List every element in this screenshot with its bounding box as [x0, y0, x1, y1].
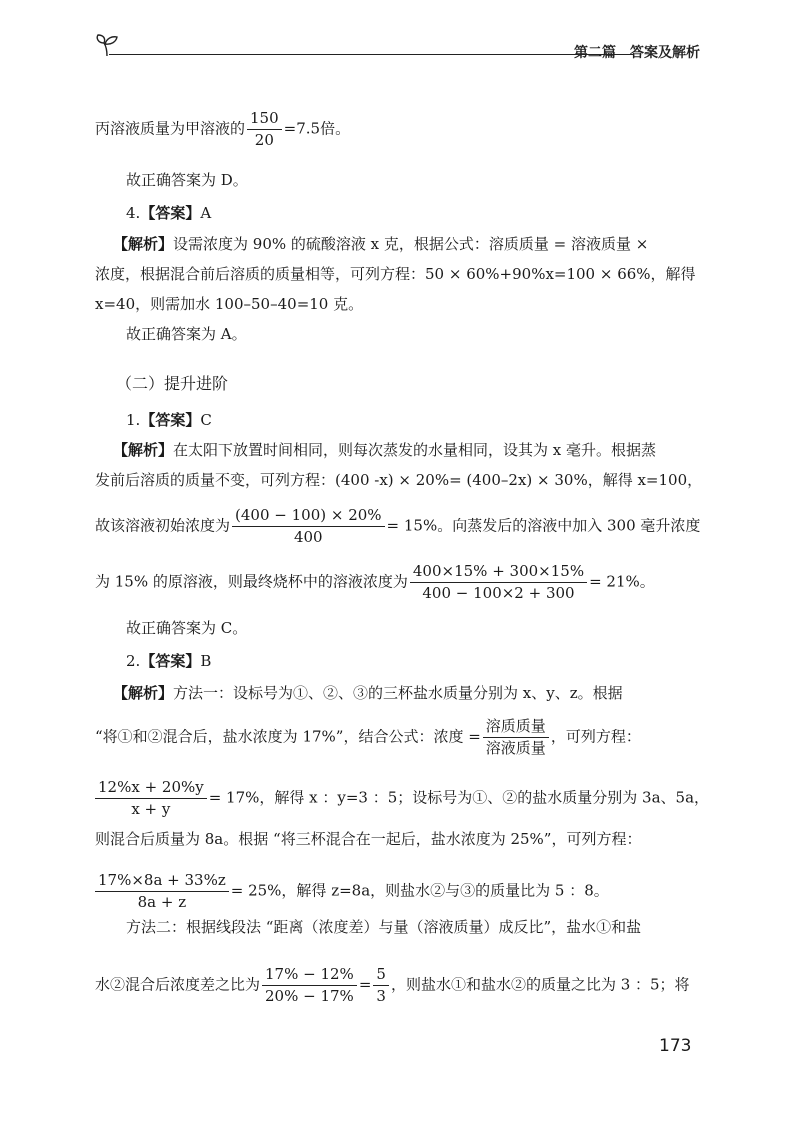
text-line — [95, 779, 709, 818]
text-line — [95, 872, 609, 911]
fraction — [95, 779, 207, 818]
page-number: 173 — [659, 1036, 692, 1056]
fraction — [247, 110, 282, 149]
question-number: 4. — [126, 204, 141, 222]
fraction — [410, 563, 587, 602]
denominator: 8a + z — [137, 893, 187, 911]
text: 方法一：设标号为①、②、③的三杯盐水质量分别为 x、y、z。根据 — [173, 684, 623, 702]
text-line — [95, 563, 655, 602]
text: 发前后溶质的质量不变，可列方程：(400 -x) × 20%= (400–2x) × 30%，解得 x=100， — [95, 471, 703, 489]
denominator: x + y — [131, 800, 171, 818]
text: =7.5倍。 — [283, 119, 351, 138]
header-rule — [109, 54, 634, 55]
text: “将①和②混合后，盐水浓度为 17%”，结合公式：浓度 = — [95, 727, 481, 746]
text: 水②混合后浓度差之比为 — [95, 975, 261, 994]
analysis-label: 【解析】 — [113, 441, 174, 459]
equals-sign: = — [358, 975, 372, 994]
text: = 17%，解得 x ：y=3 ：5；设标号为①、②的盐水质量分别为 3a、5a， — [208, 788, 710, 807]
text-line — [95, 470, 702, 490]
denominator: 3 — [376, 987, 386, 1005]
fraction — [262, 966, 357, 1005]
answer-line — [126, 203, 211, 223]
running-header — [95, 30, 700, 64]
text: 浓度，根据混合前后溶质的质量相等，可列方程：50 × 60%+90%x=100 × 66%，解得 — [95, 265, 696, 283]
answer-value: B — [200, 652, 212, 670]
text: 在太阳下放置时间相同，则每次蒸发的水量相同，设其为 x 毫升。根据蒸 — [173, 441, 657, 459]
question-number: 2. — [126, 652, 141, 670]
denominator: 溶液质量 — [485, 739, 546, 757]
answer-label: 【答案】 — [140, 204, 201, 222]
text: = 15%。向蒸发后的溶液中加入 300 毫升浓度 — [386, 516, 701, 535]
denominator: 400 − 100×2 + 300 — [422, 584, 575, 602]
numerator: 12%x + 20%y — [95, 779, 207, 799]
numerator: 400×15% + 300×15% — [410, 563, 587, 583]
text-line — [126, 170, 248, 190]
numerator: 5 — [373, 966, 389, 986]
fraction — [483, 718, 549, 757]
header-title: 第二篇 答案及解析 — [574, 45, 700, 61]
analysis-label: 【解析】 — [113, 235, 174, 253]
text: 故正确答案为 C。 — [126, 619, 248, 637]
answer-label: 【答案】 — [140, 652, 201, 670]
text-line — [95, 294, 363, 314]
numerator: (400 − 100) × 20% — [232, 507, 385, 527]
numerator: 17%×8a + 33%z — [95, 872, 229, 892]
text-line — [95, 718, 641, 757]
text-line — [95, 829, 641, 849]
text: 方法二：根据线段法 “距离（浓度差）与量（溶液质量）成反比”，盐水①和盐 — [126, 918, 642, 936]
text: 故正确答案为 D。 — [126, 171, 248, 189]
fraction — [95, 872, 229, 911]
analysis-label: 【解析】 — [113, 684, 174, 702]
text: = 21%。 — [589, 572, 655, 591]
text-line — [113, 440, 656, 460]
text: = 25%，解得 z=8a，则盐水②与③的质量比为 5 ：8。 — [230, 881, 609, 900]
text-line — [95, 966, 690, 1005]
section-heading — [116, 374, 228, 394]
text: 故该溶液初始浓度为 — [95, 516, 231, 535]
text-line — [126, 324, 247, 344]
section-title: （二）提升进阶 — [116, 374, 229, 393]
answer-label: 【答案】 — [140, 411, 201, 429]
text-line — [95, 507, 700, 546]
text-line — [126, 917, 641, 937]
text-line — [113, 683, 623, 703]
answer-line — [126, 651, 211, 671]
text: ，则盐水①和盐水②的质量之比为 3 ：5；将 — [390, 975, 690, 994]
text-line — [126, 618, 247, 638]
question-number: 1. — [126, 411, 141, 429]
denominator: 20 — [254, 131, 274, 149]
denominator: 20% − 17% — [265, 987, 354, 1005]
answer-line — [126, 410, 212, 430]
text: 丙溶液质量为甲溶液的 — [95, 119, 246, 138]
text: 为 15% 的原溶液，则最终烧杯中的溶液浓度为 — [95, 572, 408, 591]
text: ，可列方程： — [550, 727, 641, 746]
numerator: 150 — [247, 110, 282, 130]
text: 故正确答案为 A。 — [126, 325, 247, 343]
answer-value: C — [200, 411, 212, 429]
denominator: 400 — [293, 528, 323, 546]
answer-value: A — [200, 204, 212, 222]
text-line — [113, 234, 648, 254]
text-line — [95, 264, 696, 284]
fraction — [373, 966, 389, 1005]
text-line — [95, 110, 350, 149]
text: x=40，则需加水 100–50–40=10 克。 — [95, 295, 364, 313]
numerator: 17% − 12% — [262, 966, 357, 986]
text: 设需浓度为 90% 的硫酸溶液 x 克，根据公式：溶质质量 = 溶液质量 × — [173, 235, 649, 253]
numerator: 溶质质量 — [483, 718, 549, 738]
text: 则混合后质量为 8a。根据 “将三杯混合在一起后，盐水浓度为 25%”，可列方程： — [95, 830, 642, 848]
fraction — [232, 507, 385, 546]
